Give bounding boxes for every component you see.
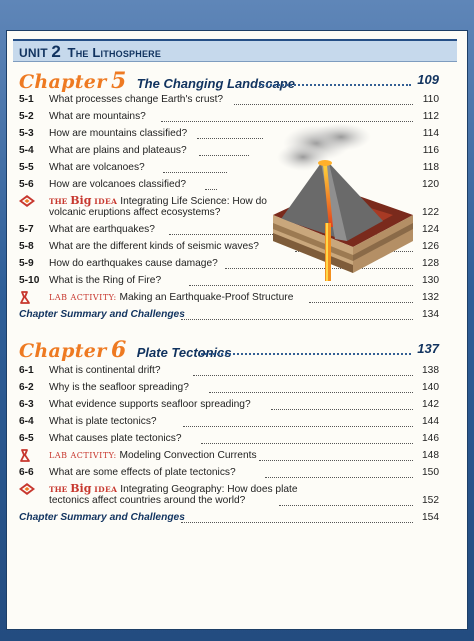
toc-entry-big-idea-6[interactable]	[19, 482, 439, 510]
page-number: 144	[422, 416, 439, 427]
chapter-6-summary[interactable]	[19, 512, 439, 523]
big-idea-line1: Integrating Life Science: How do	[120, 196, 267, 207]
page-number: 134	[422, 309, 439, 320]
section-title: What is the Ring of Fire?	[49, 275, 162, 286]
page-number: 148	[422, 450, 439, 461]
chapter-page: 137	[417, 341, 439, 356]
section-number: 6-2	[19, 382, 34, 393]
page-number: 128	[422, 258, 439, 269]
section-title: Why is the seafloor spreading?	[49, 382, 189, 393]
chapter-5-heading[interactable]	[19, 68, 439, 94]
section-title: What is plate tectonics?	[49, 416, 157, 427]
page-number: 150	[422, 467, 439, 478]
section-number: 5-2	[19, 111, 34, 122]
table-of-contents-page	[6, 30, 468, 630]
section-title: How are mountains classified?	[49, 128, 188, 139]
dotted-leader	[181, 522, 413, 523]
dotted-leader	[197, 138, 263, 139]
section-number: 5-6	[19, 179, 34, 190]
dotted-leader	[183, 426, 413, 427]
chapter-6-heading[interactable]	[19, 337, 439, 363]
big-idea-diamond-icon	[19, 195, 35, 209]
big-idea-line1: Integrating Geography: How does plate	[120, 484, 298, 495]
chapter-word: Chapter	[19, 71, 107, 93]
big-idea-text	[49, 482, 298, 495]
big-idea-diamond-icon	[19, 483, 35, 497]
section-title: How do earthquakes cause damage?	[49, 258, 218, 269]
lab-title: Modeling Convection Currents	[119, 450, 257, 461]
big-idea-idea: IDEA	[94, 485, 118, 494]
page-number: 152	[422, 495, 439, 506]
big-idea-line2: tectonics affect countries around the world?	[49, 495, 246, 506]
page-number: 110	[422, 94, 439, 105]
section-number: 5-9	[19, 258, 34, 269]
dotted-leader	[201, 443, 413, 444]
section-title: What is continental drift?	[49, 365, 161, 376]
lab-text	[49, 292, 293, 303]
dotted-leader	[271, 409, 413, 410]
page-number: 130	[422, 275, 439, 286]
big-idea-line2: volcanic eruptions affect ecosystems?	[49, 207, 221, 218]
section-number: 5-7	[19, 224, 34, 235]
page-number: 112	[422, 111, 439, 122]
page-number: 138	[422, 365, 439, 376]
chapter-page: 109	[417, 72, 439, 87]
chapter-title: The Changing Landscape	[136, 76, 295, 91]
dotted-leader	[205, 189, 217, 190]
dotted-leader	[265, 477, 413, 478]
page-number: 124	[422, 224, 439, 235]
section-title: What are plains and plateaus?	[49, 145, 187, 156]
volcano-illustration	[263, 123, 421, 288]
big-idea-text	[49, 194, 267, 207]
section-number: 6-6	[19, 467, 34, 478]
lab-activity-label: LAB ACTIVITY:	[49, 293, 117, 302]
lab-title: Making an Earthquake-Proof Structure	[119, 292, 294, 303]
section-title: What processes change Earth's crust?	[49, 94, 224, 105]
chapter-word: Chapter	[19, 340, 107, 362]
summary-title: Chapter Summary and Challenges	[19, 309, 185, 320]
section-number: 6-4	[19, 416, 34, 427]
section-number: 5-5	[19, 162, 34, 173]
page-number: 114	[422, 128, 439, 139]
summary-title: Chapter Summary and Challenges	[19, 512, 185, 523]
chapter-number: 6	[110, 337, 127, 363]
page-number: 116	[422, 145, 439, 156]
lab-activity-label: LAB ACTIVITY:	[49, 451, 117, 460]
page-number: 126	[422, 241, 439, 252]
section-title: What evidence supports seafloor spreading?	[49, 399, 251, 410]
section-number: 5-8	[19, 241, 34, 252]
dotted-leader	[163, 172, 227, 173]
page-number: 118	[422, 162, 439, 173]
chapter-title: Plate Tectonics	[136, 345, 232, 360]
big-idea-idea: IDEA	[94, 197, 118, 206]
unit-number: 2	[51, 42, 61, 61]
section-number: 5-3	[19, 128, 34, 139]
page-number: 142	[422, 399, 439, 410]
section-title: What are earthquakes?	[49, 224, 155, 235]
dotted-leader	[201, 353, 411, 355]
chapter-number: 5	[110, 68, 127, 94]
section-title: What are some effects of plate tectonics?	[49, 467, 236, 478]
lab-flask-icon	[19, 449, 35, 463]
dotted-leader	[193, 375, 413, 376]
dotted-leader	[309, 302, 413, 303]
section-title: What are mountains?	[49, 111, 146, 122]
unit-header-bar	[13, 39, 457, 62]
dotted-leader	[209, 392, 413, 393]
lab-text	[49, 450, 257, 461]
section-number: 5-4	[19, 145, 34, 156]
page-number: 146	[422, 433, 439, 444]
section-title: What are volcanoes?	[49, 162, 145, 173]
unit-title: The Lithosphere	[67, 45, 162, 60]
dotted-leader	[161, 121, 413, 122]
dotted-leader	[259, 460, 413, 461]
big-idea-big: Big	[70, 194, 92, 207]
section-number: 6-1	[19, 365, 34, 376]
page-number: 132	[422, 292, 439, 303]
unit-label: UNIT	[19, 46, 48, 60]
page-number: 120	[422, 179, 439, 190]
chapter-5-summary[interactable]	[19, 309, 439, 320]
section-title: What causes plate tectonics?	[49, 433, 182, 444]
lab-flask-icon	[19, 291, 35, 305]
dotted-leader	[279, 505, 413, 506]
section-number: 6-3	[19, 399, 34, 410]
unit-heading	[19, 42, 161, 62]
section-number: 6-5	[19, 433, 34, 444]
dotted-leader	[234, 104, 413, 105]
section-number: 5-1	[19, 94, 34, 105]
big-idea-the: THE	[49, 197, 68, 206]
big-idea-the: THE	[49, 485, 68, 494]
dotted-leader	[199, 155, 249, 156]
page-number: 154	[422, 512, 439, 523]
dotted-leader	[181, 319, 413, 320]
section-title: What are the different kinds of seismic waves?	[49, 241, 259, 252]
section-number: 5-10	[19, 275, 40, 286]
dotted-leader	[259, 84, 411, 86]
big-idea-big: Big	[70, 482, 92, 495]
page-number: 122	[422, 207, 439, 218]
section-title: How are volcanoes classified?	[49, 179, 187, 190]
page-number: 140	[422, 382, 439, 393]
